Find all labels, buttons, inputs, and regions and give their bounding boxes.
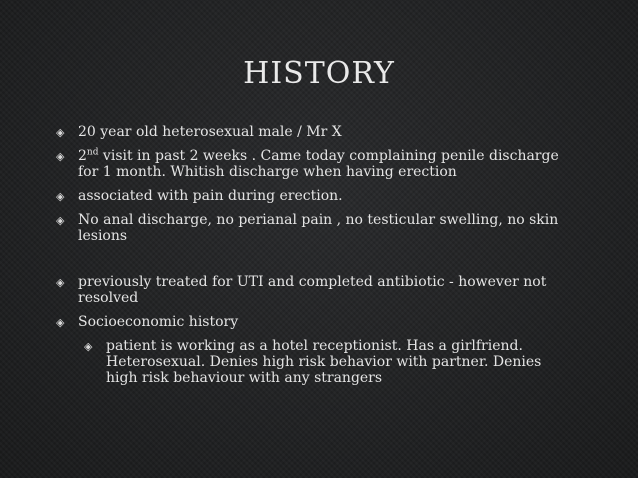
diamond-bullet-icon: ◈ — [84, 340, 93, 353]
diamond-bullet-icon: ◈ — [56, 214, 65, 227]
bullet-list — [56, 124, 576, 386]
bullet-text: Socioeconomic history — [78, 314, 239, 330]
diamond-bullet-icon: ◈ — [56, 126, 65, 139]
bullet-item — [56, 274, 576, 306]
diamond-bullet-icon: ◈ — [56, 316, 65, 329]
bullet-item — [56, 314, 576, 330]
bullet-item — [56, 188, 576, 204]
diamond-bullet-icon: ◈ — [56, 276, 65, 289]
bullet-text: 20 year old heterosexual male / Mr X — [78, 124, 342, 140]
bullet-item — [56, 212, 576, 244]
bullet-text: patient is working as a hotel receptionist. Has a girlfriend. Heterosexual. Denies high risk behavior with partner. Denies high risk behaviour with any strangers — [106, 338, 542, 386]
bullet-text: previously treated for UTI and completed antibiotic - however not resolved — [78, 274, 547, 306]
diamond-bullet-icon: ◈ — [56, 190, 65, 203]
superscript: nd — [86, 147, 99, 158]
sub-bullet-item — [84, 338, 566, 386]
bullet-item — [56, 124, 576, 140]
bullet-text: No anal discharge, no perianal pain , no testicular swelling, no skin lesions — [78, 212, 559, 244]
slide-title: HISTORY — [243, 56, 395, 91]
bullet-text: 2nd visit in past 2 weeks . Came today complaining penile discharge for 1 month. Whitish discharge when having erection — [78, 147, 559, 180]
bullet-item — [56, 148, 576, 180]
diamond-bullet-icon: ◈ — [56, 150, 65, 163]
bullet-text: associated with pain during erection. — [78, 188, 343, 204]
